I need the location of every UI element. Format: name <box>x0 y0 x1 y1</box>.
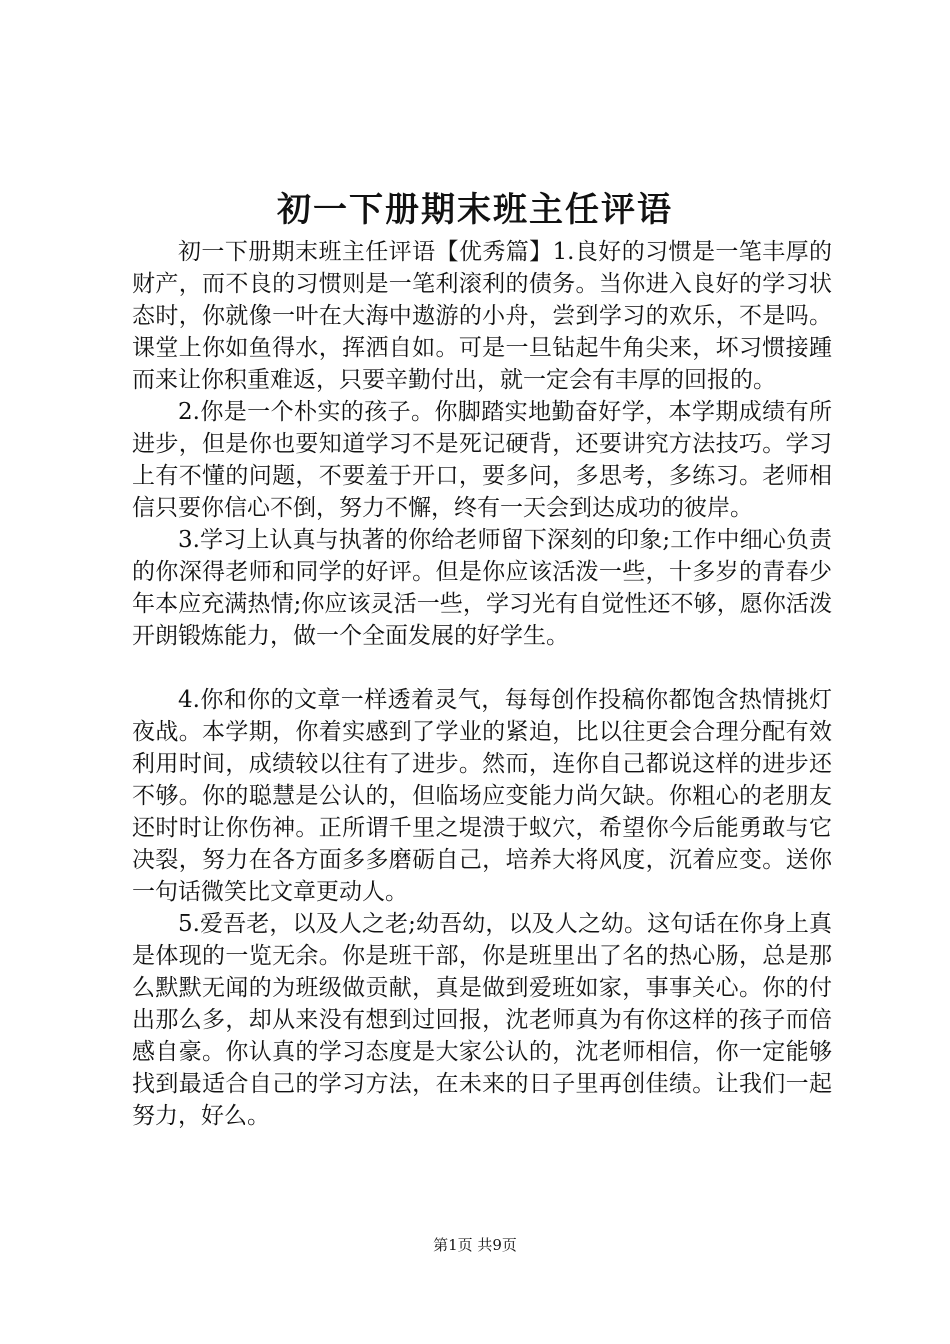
document-title: 初一下册期末班主任评语 <box>277 190 673 230</box>
paragraph-2: 2.你是一个朴实的孩子。你脚踏实地勤奋好学，本学期成绩有所进步，但是你也要知道学习不是死记硬背，还要讲究方法技巧。学习上有不懂的问题，不要羞于开口，要多问，多思考，多练习。老师相信只要你信心不倒，努力不懈，终有一天会到达成功的彼岸。 <box>132 399 832 521</box>
paragraph-3: 3.学习上认真与执著的你给老师留下深刻的印象;工作中细心负责的你深得老师和同学的好评。但是你应该活泼一些，十多岁的青春少年本应充满热情;你应该灵活一些，学习光有自觉性还不够，愿你活泼开朗锻炼能力，做一个全面发展的好学生。 <box>132 527 832 649</box>
paragraph-4: 4.你和你的文章一样透着灵气，每每创作投稿你都饱含热情挑灯夜战。本学期，你着实感到了学业的紧迫，比以往更会合理分配有效利用时间，成绩较以往有了进步。然而，连你自己都说这样的进步还不够。你的聪慧是公认的，但临场应变能力尚欠缺。你粗心的老朋友还时时让你伤神。正所谓千里之堤溃于蚁穴，希望你今后能勇敢与它决裂，努力在各方面多多磨砺自己，培养大将风度，沉着应变。送你一句话微笑比文章更动人。 <box>132 687 832 905</box>
page-footer: 第1页 共9页 <box>433 1236 517 1254</box>
document-body <box>132 236 832 1132</box>
paragraph-spacer <box>132 652 832 684</box>
paragraph-5: 5.爱吾老，以及人之老;幼吾幼，以及人之幼。这句话在你身上真是体现的一览无余。你是班干部，你是班里出了名的热心肠，总是那么默默无闻的为班级做贡献，真是做到爱班如家，事事关心。你的付出那么多，却从来没有想到过回报，沈老师真为有你这样的孩子而倍感自豪。你认真的学习态度是大家公认的，沈老师相信，你一定能够找到最适合自己的学习方法，在未来的日子里再创佳绩。让我们一起努力，好么。 <box>132 911 832 1129</box>
paragraph-1: 初一下册期末班主任评语【优秀篇】1.良好的习惯是一笔丰厚的财产，而不良的习惯则是一笔利滚利的债务。当你进入良好的学习状态时，你就像一叶在大海中遨游的小舟，尝到学习的欢乐，不是吗。课堂上你如鱼得水，挥洒自如。可是一旦钻起牛角尖来，坏习惯接踵而来让你积重难返，只要辛勤付出，就一定会有丰厚的回报的。 <box>132 239 832 393</box>
